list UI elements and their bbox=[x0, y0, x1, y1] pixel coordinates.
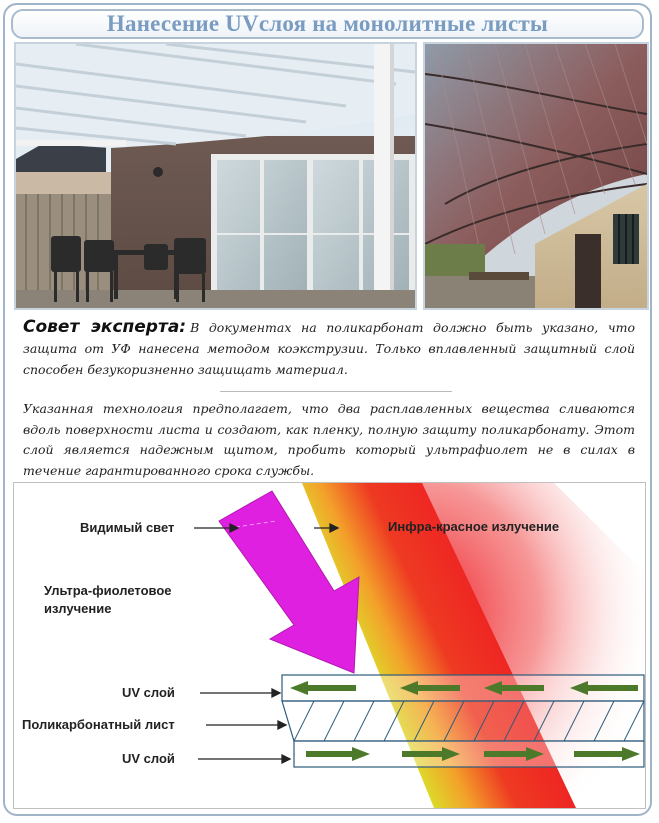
layer-polycarbonate bbox=[282, 701, 644, 741]
expert-tip bbox=[23, 317, 635, 380]
expert-tip-lead: Совет эксперта: bbox=[23, 317, 187, 337]
title-banner bbox=[11, 9, 644, 39]
label-visible-light: Видимый свет bbox=[80, 520, 175, 535]
label-infrared: Инфра-красное излучение bbox=[388, 519, 560, 534]
label-uv-radiation-line2: излучение bbox=[44, 601, 112, 616]
label-uv-layer-bottom: UV слой bbox=[122, 751, 175, 766]
page-title: Нанесение UVслоя на монолитные листы bbox=[106, 11, 549, 36]
infographic-card bbox=[3, 3, 652, 816]
label-uv-layer-top: UV слой bbox=[122, 685, 175, 700]
arched-canopy-photo bbox=[423, 42, 649, 310]
expert-tip-text: В документах на поликарбонат должно быть указано, что защита от УФ нанесена методом коэкструзии. Только вплавленный защитный слой способен безукоризненно защищать материал. bbox=[23, 320, 635, 377]
divider bbox=[220, 391, 452, 392]
label-polycarbonate-sheet: Поликарбонатный лист bbox=[22, 717, 175, 732]
terrace-photo bbox=[14, 42, 417, 310]
technology-description: Указанная технология предполагает, что два расплавленных вещества сливаются вдоль поверхности листа и создают, как пленку, полную защиту поликарбонату. Этот слой является надежным щитом, пробить который ультрафиолет не в силах в течение гарантированного срока службы. bbox=[23, 401, 635, 478]
uv-layer-diagram bbox=[13, 482, 646, 809]
label-uv-radiation-line1: Ультра-фиолетовое bbox=[44, 583, 172, 598]
